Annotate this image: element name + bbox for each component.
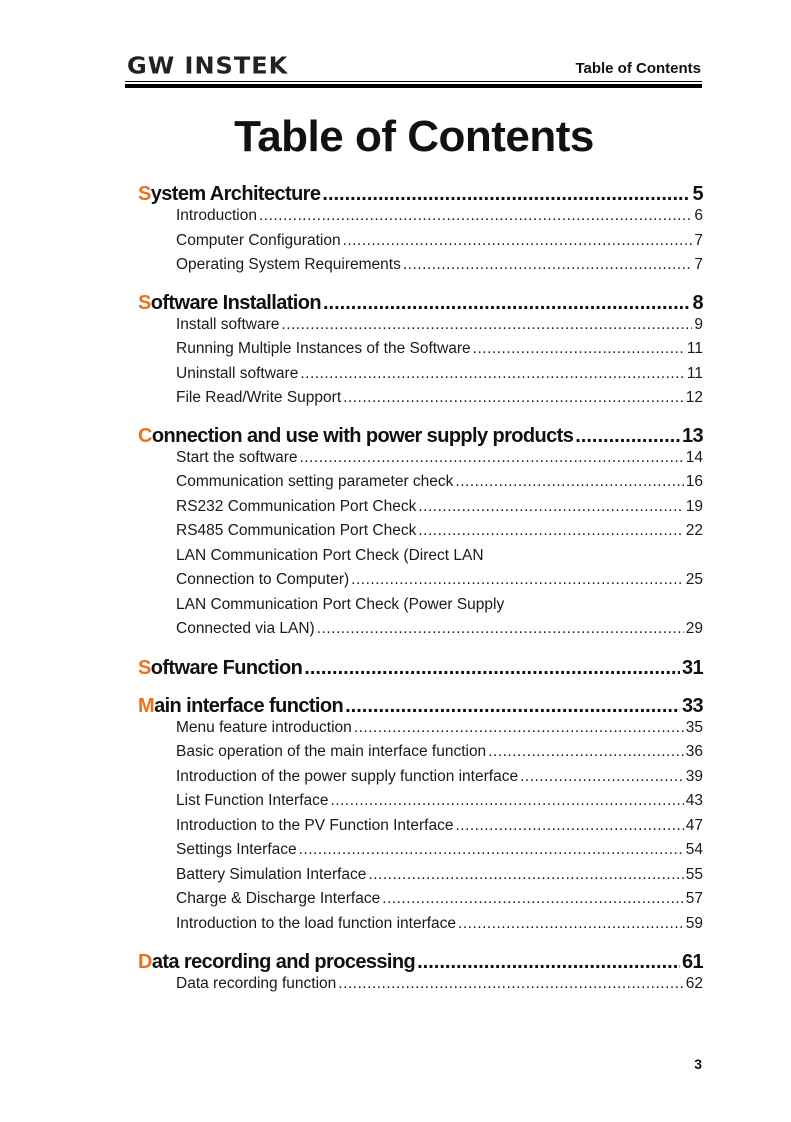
- section-spacer: [138, 414, 703, 425]
- gw-instek-logo: GW INSTEK: [127, 52, 289, 80]
- toc-entry[interactable]: [138, 890, 703, 915]
- toc-entry[interactable]: [138, 389, 703, 414]
- section-initial: C: [138, 424, 152, 447]
- section-page: 13: [681, 424, 703, 447]
- toc-entry[interactable]: [138, 719, 703, 744]
- entry-page: 9: [694, 315, 703, 333]
- entry-page: 55: [685, 865, 703, 883]
- entry-page: 14: [685, 448, 703, 466]
- dot-leader: [403, 256, 693, 274]
- section-spacer: [138, 681, 703, 695]
- entry-page: 25: [685, 571, 703, 588]
- toc-entry[interactable]: [138, 743, 703, 768]
- entry-page: 57: [685, 890, 703, 907]
- entry-title: Introduction: [176, 207, 257, 224]
- section-title-rest: ata recording and processing: [151, 951, 416, 973]
- entry-page: 11: [686, 364, 703, 382]
- section-page: 5: [692, 183, 703, 205]
- toc-section-entry[interactable]: [138, 425, 703, 449]
- dot-leader: [473, 340, 685, 358]
- dot-leader: [520, 768, 684, 786]
- toc-entry-line1[interactable]: [138, 547, 703, 572]
- entry-page: 6: [694, 207, 703, 224]
- dot-leader: [304, 657, 680, 680]
- toc-entry[interactable]: [138, 365, 703, 390]
- dot-leader: [281, 316, 692, 334]
- toc-entry[interactable]: [138, 522, 703, 547]
- section-title-rest: ystem Architecture: [150, 183, 321, 205]
- dot-leader: [338, 975, 683, 993]
- entry-page: 62: [685, 975, 703, 992]
- entry-page: 54: [685, 841, 703, 858]
- section-title-rest: oftware Function: [150, 656, 303, 679]
- toc-section-entry[interactable]: [138, 695, 703, 719]
- entry-page: 7: [694, 231, 703, 249]
- running-header: Table of Contents: [575, 60, 701, 77]
- entry-page: 43: [685, 792, 703, 809]
- entry-title: Connected via LAN): [176, 620, 315, 637]
- entry-title: List Function Interface: [176, 792, 329, 809]
- dot-leader: [300, 365, 685, 383]
- toc-entry[interactable]: [138, 232, 703, 257]
- dot-leader: [382, 890, 684, 908]
- toc-entry[interactable]: [138, 498, 703, 523]
- entry-page: 11: [686, 340, 703, 357]
- entry-page: 29: [685, 620, 703, 637]
- entry-title: RS485 Communication Port Check: [176, 522, 417, 539]
- dot-leader: [351, 571, 684, 589]
- entry-title: Introduction of the power supply function interface: [176, 767, 519, 785]
- entry-title: Battery Simulation Interface: [176, 865, 367, 883]
- section-spacer: [138, 645, 703, 657]
- section-initial: M: [138, 694, 155, 717]
- toc-section-entry[interactable]: [138, 657, 703, 681]
- page-number: 3: [694, 1056, 702, 1072]
- dot-leader: [368, 866, 683, 884]
- entry-page: 35: [685, 718, 703, 736]
- section-page: 31: [681, 656, 703, 679]
- dot-leader: [323, 292, 690, 315]
- toc-entry[interactable]: [138, 841, 703, 866]
- toc-section-entry[interactable]: [138, 183, 703, 207]
- table-of-contents: [138, 183, 703, 1000]
- entry-title: Settings Interface: [176, 841, 297, 858]
- entry-page: 36: [685, 743, 703, 760]
- entry-page: 59: [685, 914, 703, 932]
- toc-entry[interactable]: [138, 449, 703, 474]
- toc-entry[interactable]: [138, 256, 703, 281]
- header-rule-thick: [125, 84, 702, 88]
- section-initial: D: [138, 951, 152, 973]
- entry-title: Introduction to the load function interface: [176, 914, 457, 932]
- header-rule: [125, 81, 702, 82]
- toc-entry[interactable]: [138, 620, 703, 645]
- dot-leader: [343, 389, 684, 407]
- section-title: [138, 292, 321, 315]
- dot-leader: [317, 620, 684, 638]
- section-page: 8: [692, 291, 703, 314]
- toc-entry[interactable]: [138, 316, 703, 341]
- section-title: [138, 183, 320, 206]
- entry-title: Install software: [176, 315, 280, 333]
- entry-page: 12: [685, 389, 703, 406]
- dot-leader: [322, 183, 690, 206]
- toc-entry[interactable]: [138, 915, 703, 940]
- dot-leader: [455, 817, 683, 835]
- entry-title: Running Multiple Instances of the Software: [176, 340, 471, 357]
- dot-leader: [331, 792, 684, 810]
- toc-entry[interactable]: [138, 473, 703, 498]
- dot-leader: [354, 719, 684, 737]
- entry-page: 7: [694, 256, 703, 273]
- entry-title: Start the software: [176, 448, 298, 466]
- entry-title: Communication setting parameter check: [176, 473, 454, 490]
- dot-leader: [488, 743, 684, 761]
- toc-section-entry[interactable]: [138, 951, 703, 975]
- section-page: 33: [681, 694, 703, 717]
- entry-title-line1: LAN Communication Port Check (Direct LAN: [176, 546, 484, 564]
- dot-leader: [259, 207, 692, 225]
- entry-page: 39: [685, 767, 703, 785]
- entry-title: RS232 Communication Port Check: [176, 497, 417, 515]
- dot-leader: [417, 951, 680, 974]
- toc-entry[interactable]: [138, 792, 703, 817]
- dot-leader: [345, 695, 680, 718]
- dot-leader: [299, 841, 684, 859]
- dot-leader: [458, 915, 684, 933]
- toc-entry[interactable]: [138, 817, 703, 842]
- dot-leader: [418, 498, 683, 516]
- section-title-rest: oftware Installation: [150, 291, 321, 314]
- section-spacer: [138, 281, 703, 292]
- entry-title: Introduction to the PV Function Interface: [176, 816, 454, 834]
- entry-page: 22: [685, 522, 703, 539]
- toc-entry-line1[interactable]: [138, 596, 703, 621]
- toc-entry[interactable]: [138, 571, 703, 596]
- entry-title: Computer Configuration: [176, 231, 341, 249]
- entry-title: Menu feature introduction: [176, 718, 352, 736]
- section-title-rest: ain interface function: [154, 694, 344, 717]
- toc-entry[interactable]: [138, 768, 703, 793]
- entry-title: Operating System Requirements: [176, 256, 401, 273]
- entry-page: 47: [685, 816, 703, 834]
- toc-section-entry[interactable]: [138, 292, 703, 316]
- toc-entry[interactable]: [138, 975, 703, 1000]
- dot-leader: [575, 425, 680, 448]
- page-title: Table of Contents: [234, 112, 594, 161]
- section-initial: S: [138, 656, 151, 679]
- entry-page: 16: [685, 473, 703, 490]
- section-title-rest: onnection and use with power supply products: [151, 424, 574, 447]
- entry-title-line1: LAN Communication Port Check (Power Supply: [176, 595, 505, 613]
- entry-title: Charge & Discharge Interface: [176, 890, 381, 907]
- entry-title: File Read/Write Support: [176, 389, 342, 406]
- entry-title: Basic operation of the main interface function: [176, 743, 487, 760]
- dot-leader: [455, 473, 683, 491]
- section-title: [138, 951, 415, 974]
- toc-entry[interactable]: [138, 207, 703, 232]
- section-page: 61: [681, 951, 703, 973]
- section-title: [138, 657, 302, 680]
- section-spacer: [138, 939, 703, 951]
- section-initial: S: [138, 183, 151, 205]
- section-initial: S: [138, 291, 151, 314]
- entry-page: 19: [685, 497, 703, 515]
- entry-title: Uninstall software: [176, 364, 299, 382]
- toc-entry[interactable]: [138, 340, 703, 365]
- toc-entry[interactable]: [138, 866, 703, 891]
- entry-title: Data recording function: [176, 975, 337, 992]
- dot-leader: [299, 449, 683, 467]
- section-title: [138, 425, 573, 448]
- dot-leader: [418, 522, 683, 540]
- dot-leader: [343, 232, 693, 250]
- entry-title: Connection to Computer): [176, 571, 350, 588]
- section-title: [138, 695, 343, 718]
